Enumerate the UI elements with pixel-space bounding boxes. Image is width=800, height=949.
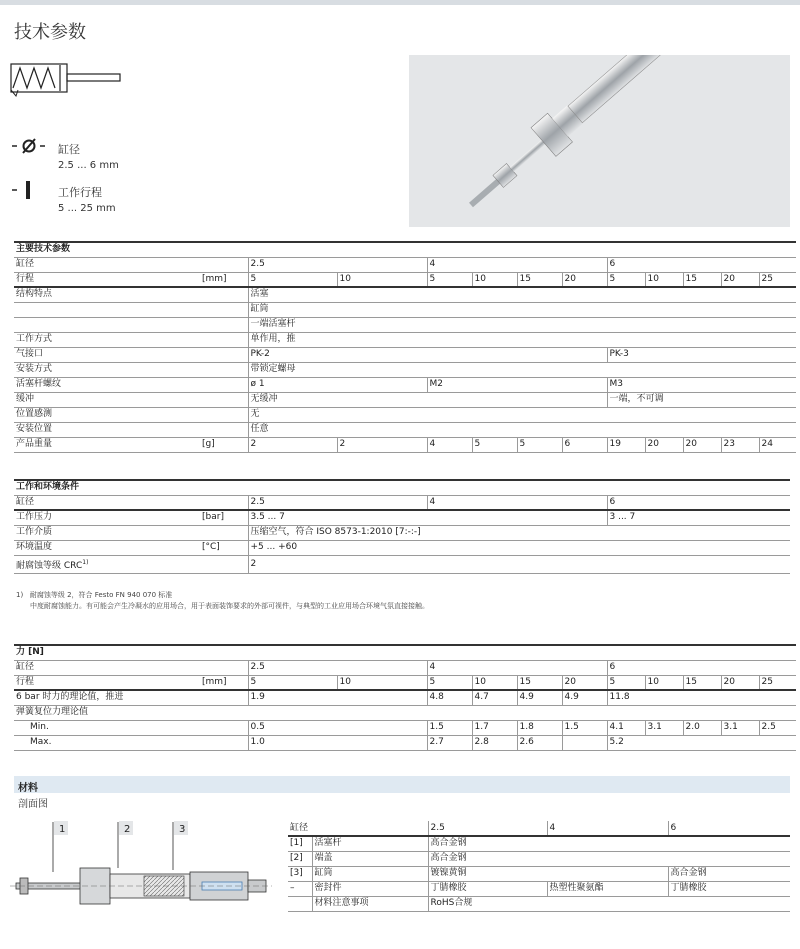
- position-value: 任意: [248, 422, 796, 437]
- spring-min-cell: 1.5: [562, 720, 607, 735]
- weight-cell: 23: [721, 437, 759, 452]
- spring-min-cell: 1.5: [427, 720, 472, 735]
- material-num: –: [288, 881, 312, 896]
- spring-min-cell: 3.1: [645, 720, 683, 735]
- pressure-value: 3.5 ... 7: [248, 510, 607, 525]
- crc-value: 2: [248, 555, 790, 573]
- spring-min-label: Min.: [14, 720, 248, 735]
- spring-min-cell: 2.5: [759, 720, 796, 735]
- material-value: 高合金钢: [428, 836, 790, 851]
- stroke-cell: 15: [683, 272, 721, 287]
- thread-label: 活塞杆螺纹: [14, 377, 248, 392]
- spring-max-cell: 5.2: [607, 735, 796, 750]
- main-params-title: 主要技术参数: [14, 242, 796, 257]
- stroke-cell: 10: [645, 272, 683, 287]
- spring-max-cell: 2.7: [427, 735, 472, 750]
- spring-max-cell: 2.6: [517, 735, 562, 750]
- structure-value: 缸筒: [248, 302, 796, 317]
- footnote-line1: 耐腐蚀等级 2，符合 Festo FN 940 070 标准: [29, 591, 173, 599]
- stroke-cell: 5: [427, 272, 472, 287]
- conditions-title: 工作和环境条件: [14, 480, 790, 495]
- cylinder-symbol-icon: [10, 60, 125, 100]
- stroke-cell: 20: [562, 272, 607, 287]
- bore-cell: 4: [547, 821, 668, 836]
- stroke-cell: 10: [337, 272, 427, 287]
- material-part: 材料注意事项: [312, 896, 428, 911]
- thread-value: ø 1: [248, 377, 427, 392]
- bore-label: 缸径: [14, 495, 248, 510]
- mount-value: 带锁定螺母: [248, 362, 796, 377]
- stroke-cell: 10: [645, 675, 683, 690]
- push-force-cell: 11.8: [607, 690, 796, 705]
- position-label: 安装位置: [14, 422, 248, 437]
- stroke-cell: 20: [562, 675, 607, 690]
- material-num: [2]: [288, 851, 312, 866]
- material-num: [288, 896, 312, 911]
- footnote-line2: 中度耐腐蚀能力。有可能会产生冷凝水的应用场合，用于表面装饰要求的外部可视件，与典型的工业应用场合环境气氛直接接触。: [30, 602, 429, 610]
- thread-value: M2: [427, 377, 607, 392]
- crc-label: 耐腐蚀等级 CRC$^{1)}$: [14, 555, 248, 573]
- crc-footnote-mark: 1): [82, 558, 89, 566]
- bore-cell: 6: [607, 660, 796, 675]
- mode-value: 单作用，推: [248, 332, 796, 347]
- material-part: 缸筒: [312, 866, 428, 881]
- cushion-value: 一端，不可调: [607, 392, 796, 407]
- push-force-cell: 4.9: [517, 690, 562, 705]
- mount-label: 安装方式: [14, 362, 248, 377]
- bore-cell: 2.5: [428, 821, 547, 836]
- footnote: [16, 590, 429, 612]
- structure-value: 一端活塞杆: [248, 317, 796, 332]
- bore-cell: 6: [607, 257, 796, 272]
- materials-table: [288, 821, 790, 912]
- push-force-cell: 1.9: [248, 690, 427, 705]
- structure-value: 活塞: [248, 287, 796, 302]
- bore-cell: 4: [427, 257, 607, 272]
- bore-cell: 6: [607, 495, 790, 510]
- stroke-label: 行程: [14, 675, 200, 690]
- stroke-cell: 15: [517, 675, 562, 690]
- stroke-cell: 10: [472, 675, 517, 690]
- material-value: 高合金钢: [428, 851, 790, 866]
- structure-label: 结构特点: [14, 287, 248, 302]
- weight-unit: [g]: [200, 437, 248, 452]
- bore-cell: 2.5: [248, 257, 427, 272]
- materials-subtitle: 剖面图: [18, 799, 48, 810]
- stroke-cell: 5: [607, 272, 645, 287]
- medium-label: 工作介质: [14, 525, 248, 540]
- temp-unit: [°C]: [200, 540, 248, 555]
- main-params-table: [14, 241, 796, 453]
- stroke-unit: [mm]: [200, 675, 248, 690]
- material-value: 热塑性聚氨酯: [547, 881, 668, 896]
- stroke-cell: 10: [472, 272, 517, 287]
- stroke-icon: [12, 180, 48, 200]
- weight-cell: 20: [645, 437, 683, 452]
- temp-value: +5 ... +60: [248, 540, 790, 555]
- material-value: 丁腈橡胶: [668, 881, 790, 896]
- stroke-cell: 25: [759, 272, 796, 287]
- stroke-spec: [58, 184, 116, 214]
- sensing-value: 无: [248, 407, 796, 422]
- material-part: 密封件: [312, 881, 428, 896]
- push-force-label: 6 bar 时力的理论值，推进: [14, 690, 248, 705]
- thread-value: M3: [607, 377, 796, 392]
- callout-1: 1: [59, 824, 66, 835]
- medium-value: 压缩空气，符合 ISO 8573-1:2010 [7:-:-]: [248, 525, 790, 540]
- port-value: PK-2: [248, 347, 607, 362]
- pressure-value: 3 ... 7: [607, 510, 790, 525]
- spring-force-label: 弹簧复位力理论值: [14, 705, 796, 720]
- weight-cell: 20: [683, 437, 721, 452]
- stroke-cell: 5: [607, 675, 645, 690]
- stroke-spec-label: 工作行程: [58, 186, 102, 199]
- top-bar: [0, 0, 800, 5]
- stroke-cell: 5: [248, 272, 337, 287]
- bore-label: 缸径: [14, 257, 248, 272]
- force-title: 力 [N]: [14, 645, 796, 660]
- weight-cell: 2: [248, 437, 337, 452]
- conditions-table: [14, 479, 790, 574]
- material-num: [1]: [288, 836, 312, 851]
- callout-3: 3: [179, 824, 186, 835]
- bore-cell: 4: [427, 660, 607, 675]
- material-value: 镀镍黄铜: [428, 866, 668, 881]
- port-label: 气接口: [14, 347, 248, 362]
- stroke-cell: 20: [721, 675, 759, 690]
- bore-spec-label: 缸径: [58, 143, 80, 156]
- diameter-icon: [12, 138, 48, 154]
- force-table: [14, 644, 796, 751]
- page-title: 技术参数: [14, 22, 86, 43]
- weight-cell: 4: [427, 437, 472, 452]
- stroke-cell: 10: [337, 675, 427, 690]
- material-value: 丁腈橡胶: [428, 881, 547, 896]
- product-photo: [409, 55, 790, 227]
- bore-label: 缸径: [14, 660, 248, 675]
- spring-min-cell: 1.7: [472, 720, 517, 735]
- temp-label: 环境温度: [14, 540, 200, 555]
- stroke-cell: 15: [517, 272, 562, 287]
- spring-max-cell: 1.0: [248, 735, 427, 750]
- bore-spec-value: 2.5 ... 6 mm: [58, 160, 119, 171]
- material-value: 高合金钢: [668, 866, 790, 881]
- spring-min-cell: 3.1: [721, 720, 759, 735]
- sectional-drawing: [10, 820, 278, 923]
- spring-min-cell: 2.0: [683, 720, 721, 735]
- callout-2: 2: [124, 824, 131, 835]
- sensing-label: 位置感测: [14, 407, 248, 422]
- spring-max-label: Max.: [14, 735, 248, 750]
- weight-cell: 19: [607, 437, 645, 452]
- push-force-cell: 4.9: [562, 690, 607, 705]
- stroke-cell: 25: [759, 675, 796, 690]
- port-value: PK-3: [607, 347, 796, 362]
- cushion-value: 无缓冲: [248, 392, 607, 407]
- spring-min-cell: 4.1: [607, 720, 645, 735]
- bore-spec: [58, 141, 119, 171]
- push-force-cell: 4.8: [427, 690, 472, 705]
- cushion-label: 缓冲: [14, 392, 248, 407]
- bore-cell: 4: [427, 495, 607, 510]
- push-force-cell: 4.7: [472, 690, 517, 705]
- pressure-unit: [bar]: [200, 510, 248, 525]
- stroke-unit: [mm]: [200, 272, 248, 287]
- spring-max-cell: 2.8: [472, 735, 517, 750]
- stroke-cell: 20: [721, 272, 759, 287]
- weight-label: 产品重量: [14, 437, 200, 452]
- stroke-cell: 15: [683, 675, 721, 690]
- spring-min-cell: 1.8: [517, 720, 562, 735]
- stroke-label: 行程: [14, 272, 200, 287]
- material-num: [3]: [288, 866, 312, 881]
- bore-cell: 6: [668, 821, 790, 836]
- stroke-spec-value: 5 ... 25 mm: [58, 203, 116, 214]
- bore-label: 缸径: [288, 821, 428, 836]
- footnote-mark: 1): [16, 591, 24, 599]
- material-part: 活塞杆: [312, 836, 428, 851]
- stroke-cell: 5: [427, 675, 472, 690]
- pressure-label: 工作压力: [14, 510, 200, 525]
- stroke-cell: 5: [248, 675, 337, 690]
- materials-title: 材料: [14, 776, 790, 793]
- weight-cell: 5: [517, 437, 562, 452]
- spring-min-cell: 0.5: [248, 720, 427, 735]
- weight-cell: 24: [759, 437, 796, 452]
- weight-cell: 5: [472, 437, 517, 452]
- mode-label: 工作方式: [14, 332, 248, 347]
- bore-cell: 2.5: [248, 660, 427, 675]
- material-value: RoHS合规: [428, 896, 790, 911]
- bore-cell: 2.5: [248, 495, 427, 510]
- weight-cell: 6: [562, 437, 607, 452]
- weight-cell: 2: [337, 437, 427, 452]
- material-part: 端盖: [312, 851, 428, 866]
